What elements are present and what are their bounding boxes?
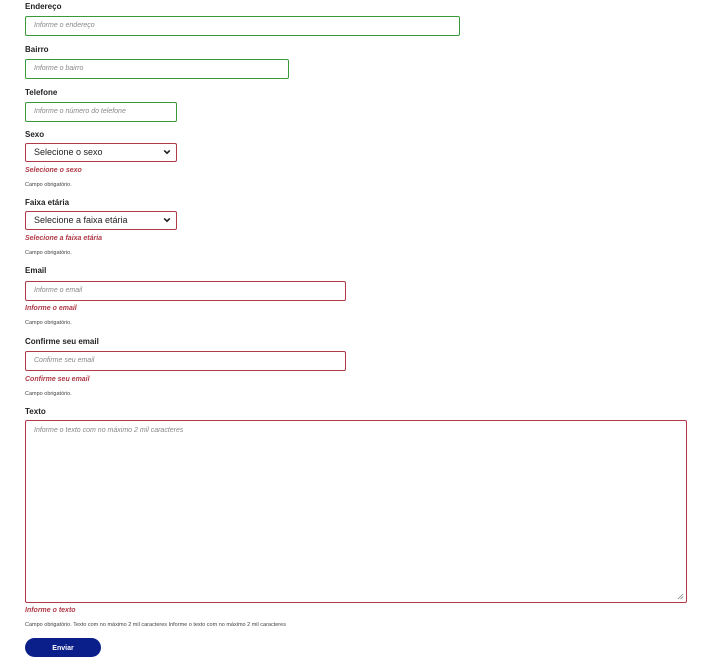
texto-help: Campo obrigatório. Texto com no máximo 2 mil caracteres Informe o texto com no máximo 2 mil caracteres bbox=[25, 622, 286, 628]
confirme-email-help: Campo obrigatório. bbox=[25, 391, 72, 397]
telefone-label: Telefone bbox=[25, 88, 58, 97]
faixa-etaria-help: Campo obrigatório. bbox=[25, 250, 72, 256]
faixa-etaria-error: Selecione a faixa etária bbox=[25, 235, 103, 242]
confirme-email-label: Confirme seu email bbox=[25, 337, 99, 346]
chevron-down-icon bbox=[163, 148, 171, 156]
telefone-input[interactable]: Informe o número do telefone bbox=[25, 102, 177, 122]
email-input[interactable]: Informe o email bbox=[25, 281, 346, 301]
bairro-input[interactable]: Informe o bairro bbox=[25, 59, 289, 79]
endereco-label: Endereço bbox=[25, 2, 62, 11]
email-label: Email bbox=[25, 266, 47, 275]
bairro-label: Bairro bbox=[25, 45, 49, 54]
endereco-input[interactable]: Informe o endereço bbox=[25, 16, 460, 36]
sexo-help: Campo obrigatório. bbox=[25, 182, 72, 188]
faixa-etaria-label: Faixa etária bbox=[25, 198, 70, 207]
enviar-button[interactable]: Enviar bbox=[25, 638, 101, 657]
texto-label: Texto bbox=[25, 407, 46, 416]
faixa-etaria-select[interactable] bbox=[25, 211, 177, 230]
texto-textarea[interactable] bbox=[25, 420, 687, 603]
email-help: Campo obrigatório. bbox=[25, 320, 72, 326]
chevron-down-icon bbox=[163, 216, 171, 224]
faixa-etaria-select-value: Selecione a faixa etária bbox=[34, 215, 128, 225]
sexo-select[interactable] bbox=[25, 143, 177, 162]
texto-placeholder: Informe o texto com no máximo 2 mil caracteres bbox=[34, 427, 184, 434]
resize-grip-icon[interactable] bbox=[677, 593, 684, 600]
sexo-label: Sexo bbox=[25, 130, 45, 139]
email-error: Informe o email bbox=[25, 305, 77, 312]
sexo-select-value: Selecione o sexo bbox=[34, 147, 103, 157]
confirme-email-input[interactable]: Confirme seu email bbox=[25, 351, 346, 371]
texto-error: Informe o texto bbox=[25, 607, 76, 614]
confirme-email-error: Confirme seu email bbox=[25, 376, 90, 383]
sexo-error: Selecione o sexo bbox=[25, 167, 82, 174]
